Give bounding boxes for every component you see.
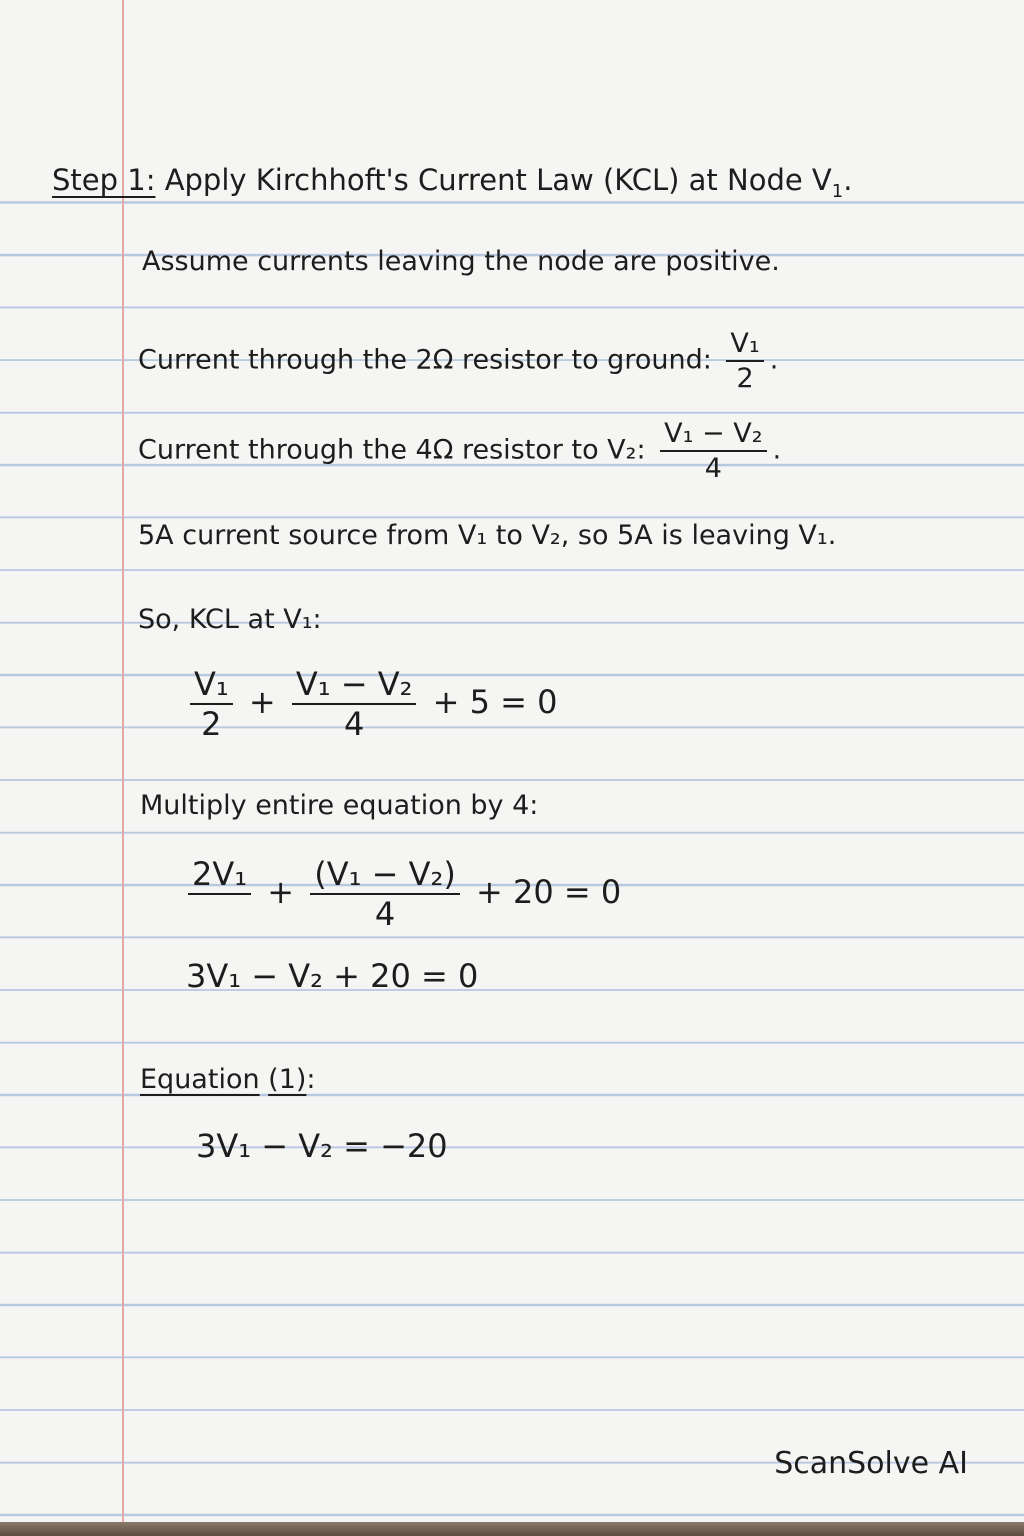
margin-line <box>122 0 124 1536</box>
equation-label-number: (1) <box>268 1064 307 1095</box>
current-4ohm-fraction <box>660 420 766 482</box>
fraction-numerator: V₁ <box>190 668 233 705</box>
equation-label-text: Equation <box>140 1064 260 1095</box>
fraction-denominator: 4 <box>343 705 365 743</box>
source-text: 5A current source from V₁ to V₂, so 5A is leaving V₁. <box>138 520 837 551</box>
equation-rest: + 20 = 0 <box>475 873 622 911</box>
step-label: Step 1: <box>52 163 156 197</box>
step-title: Apply Kirchhoft's Current Law (KCL) at Node V <box>164 163 832 197</box>
multiply-text: Multiply entire equation by 4: <box>140 790 539 821</box>
current-4ohm-text: Current through the 4Ω resistor to V₂: <box>138 434 646 466</box>
kcl-equation <box>184 665 558 743</box>
simplified-equation: 3V₁ − V₂ + 20 = 0 <box>186 957 479 995</box>
fraction-numerator: V₁ − V₂ <box>660 420 766 452</box>
equation-label <box>140 1066 316 1093</box>
fraction-denominator: 2 <box>201 705 222 743</box>
final-equation: 3V₁ − V₂ = −20 <box>196 1127 448 1165</box>
multiplied-term <box>188 855 251 930</box>
plus-sign: + <box>267 873 295 911</box>
fraction-denominator: 4 <box>704 453 722 484</box>
fraction-denominator: 4 <box>374 895 396 933</box>
step-heading <box>52 163 853 202</box>
fraction-numerator: V₁ − V₂ <box>292 668 417 705</box>
fraction-denominator: 2 <box>736 363 754 394</box>
page-bottom-edge <box>0 1522 1024 1536</box>
current-2ohm-line <box>138 330 778 392</box>
period: . <box>769 344 779 376</box>
fraction-numerator: V₁ <box>726 330 763 362</box>
term-2v1: 2V₁ <box>188 858 251 895</box>
multiplied-equation <box>182 855 622 933</box>
brand-signature: ScanSolve AI <box>774 1446 968 1481</box>
period: . <box>772 434 782 466</box>
current-2ohm-fraction <box>726 330 763 392</box>
current-2ohm-text: Current through the 2Ω resistor to ground: <box>138 344 712 376</box>
equation-rest: + 5 = 0 <box>432 683 558 721</box>
step-title-period: . <box>843 163 853 197</box>
page-top-blank <box>0 0 1024 151</box>
equation-label-colon: : <box>306 1064 316 1095</box>
current-4ohm-line <box>138 420 781 482</box>
multiplied-fraction <box>310 855 460 933</box>
kcl-at-text: So, KCL at V₁: <box>138 604 322 635</box>
assume-text: Assume currents leaving the node are positive. <box>142 246 780 277</box>
kcl-fraction-2 <box>292 665 417 743</box>
step-title-subscript: 1 <box>831 180 844 202</box>
kcl-fraction-1 <box>190 665 233 743</box>
plus-sign: + <box>248 683 276 721</box>
fraction-numerator: (V₁ − V₂) <box>310 858 460 895</box>
